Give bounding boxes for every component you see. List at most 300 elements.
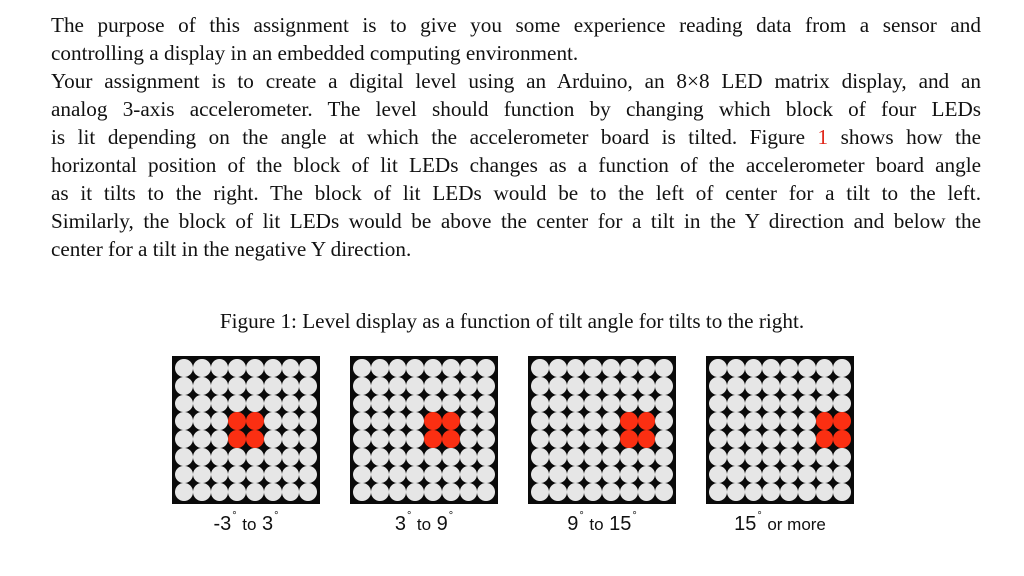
led-off [371, 359, 389, 377]
led-off [282, 483, 300, 501]
led-off [353, 377, 371, 395]
led-off [175, 448, 193, 466]
assignment-line-5: as it tilts to the right. The block of lit LEDs would be to the left of center for a tilt to the left. [51, 181, 981, 205]
led-off [371, 483, 389, 501]
led-off [816, 359, 834, 377]
led-off [460, 412, 478, 430]
led-off [246, 448, 264, 466]
led-off [460, 359, 478, 377]
led-off [389, 377, 407, 395]
led-lit [424, 412, 442, 430]
led-off [299, 377, 317, 395]
led-off [762, 466, 780, 484]
assignment-line-4: horizontal position of the block of lit LEDs changes as a function of the accelerometer board angle [51, 153, 981, 177]
led-off [745, 377, 763, 395]
led-off [477, 448, 495, 466]
led-off [638, 395, 656, 413]
led-off [745, 466, 763, 484]
range-joiner: to [242, 515, 257, 534]
led-off [727, 359, 745, 377]
led-off [727, 412, 745, 430]
led-off [602, 377, 620, 395]
led-off [371, 395, 389, 413]
led-off [531, 359, 549, 377]
intro-line-2: controlling a display in an embedded computing environment. [51, 41, 579, 65]
assignment-line-1: Your assignment is to create a digital level using an Arduino, an 8×8 LED matrix display, and an [51, 69, 981, 93]
range-from: 15 [734, 513, 757, 535]
led-off [264, 483, 282, 501]
led-off [833, 377, 851, 395]
led-off [175, 395, 193, 413]
led-off [709, 359, 727, 377]
led-off [406, 430, 424, 448]
led-off [477, 395, 495, 413]
led-off [175, 483, 193, 501]
led-off [620, 466, 638, 484]
led-off [798, 483, 816, 501]
led-off [602, 483, 620, 501]
led-off [584, 395, 602, 413]
led-off [638, 448, 656, 466]
led-off [833, 359, 851, 377]
led-off [531, 395, 549, 413]
led-off [228, 448, 246, 466]
led-off [353, 430, 371, 448]
led-off [655, 412, 673, 430]
led-off [762, 483, 780, 501]
led-off [584, 466, 602, 484]
led-off [175, 466, 193, 484]
led-off [567, 448, 585, 466]
led-off [460, 430, 478, 448]
led-off [264, 430, 282, 448]
led-off [193, 412, 211, 430]
led-off [389, 466, 407, 484]
led-off [816, 448, 834, 466]
led-off [762, 448, 780, 466]
led-off [780, 412, 798, 430]
led-off [228, 359, 246, 377]
led-off [282, 359, 300, 377]
range-from: -3 [213, 513, 232, 535]
led-lit [228, 412, 246, 430]
led-off [406, 448, 424, 466]
led-off [638, 359, 656, 377]
led-off [798, 448, 816, 466]
led-off [477, 377, 495, 395]
led-off [798, 412, 816, 430]
led-lit [442, 412, 460, 430]
range-joiner: or more [767, 515, 826, 534]
led-off [442, 466, 460, 484]
led-off [175, 430, 193, 448]
led-off [638, 483, 656, 501]
led-off [389, 412, 407, 430]
led-off [567, 430, 585, 448]
led-off [477, 430, 495, 448]
led-off [655, 483, 673, 501]
range-label-1 [166, 510, 326, 536]
led-off [584, 448, 602, 466]
led-off [264, 377, 282, 395]
led-off [620, 395, 638, 413]
led-off [211, 412, 229, 430]
range-joiner: to [416, 515, 432, 534]
led-off [584, 430, 602, 448]
led-off [780, 377, 798, 395]
led-off [655, 377, 673, 395]
led-off [833, 483, 851, 501]
led-off [406, 377, 424, 395]
led-off [228, 466, 246, 484]
led-off [389, 483, 407, 501]
led-lit [816, 412, 834, 430]
led-off [531, 483, 549, 501]
led-lit [816, 430, 834, 448]
led-off [780, 359, 798, 377]
led-matrix-panel-1 [172, 356, 320, 504]
led-off [389, 359, 407, 377]
range-to: 9 [436, 513, 448, 535]
led-off [780, 448, 798, 466]
led-off [211, 466, 229, 484]
led-off [371, 377, 389, 395]
led-off [282, 448, 300, 466]
assignment-paragraph [51, 67, 981, 263]
led-off [211, 483, 229, 501]
led-off [727, 377, 745, 395]
led-off [282, 466, 300, 484]
led-off [816, 466, 834, 484]
led-off [709, 466, 727, 484]
led-off [727, 395, 745, 413]
led-off [709, 412, 727, 430]
led-off [727, 466, 745, 484]
led-off [531, 412, 549, 430]
led-off [531, 430, 549, 448]
led-off [264, 466, 282, 484]
led-off [833, 395, 851, 413]
led-off [442, 359, 460, 377]
led-off [655, 466, 673, 484]
figure-reference-link[interactable]: 1 [817, 125, 829, 149]
led-off [727, 430, 745, 448]
led-grid [175, 359, 317, 501]
led-off [406, 466, 424, 484]
led-off [638, 377, 656, 395]
intro-paragraph [51, 11, 981, 67]
led-off [567, 359, 585, 377]
led-off [531, 448, 549, 466]
led-off [549, 395, 567, 413]
led-off [442, 483, 460, 501]
led-off [531, 466, 549, 484]
led-off [567, 395, 585, 413]
degree-symbol: ° [757, 510, 762, 522]
figure-caption: Figure 1: Level display as a function of tilt angle for tilts to the right. [219, 309, 805, 333]
degree-symbol: ° [232, 510, 237, 522]
led-off [299, 483, 317, 501]
range-to: 15 [609, 513, 632, 535]
led-off [193, 483, 211, 501]
led-off [762, 377, 780, 395]
led-off [762, 395, 780, 413]
led-off [549, 430, 567, 448]
led-off [193, 448, 211, 466]
led-off [727, 448, 745, 466]
led-off [584, 412, 602, 430]
led-grid [709, 359, 851, 501]
led-off [477, 483, 495, 501]
led-off [549, 359, 567, 377]
led-grid [531, 359, 673, 501]
led-lit [246, 430, 264, 448]
led-off [798, 430, 816, 448]
led-off [406, 359, 424, 377]
led-off [549, 377, 567, 395]
led-off [406, 412, 424, 430]
led-off [460, 448, 478, 466]
led-off [655, 430, 673, 448]
led-off [816, 377, 834, 395]
led-off [228, 395, 246, 413]
led-off [193, 466, 211, 484]
led-off [727, 483, 745, 501]
led-matrix-panel-2 [350, 356, 498, 504]
led-lit [424, 430, 442, 448]
led-off [264, 359, 282, 377]
led-off [709, 430, 727, 448]
led-off [246, 359, 264, 377]
led-off [246, 395, 264, 413]
led-off [798, 395, 816, 413]
led-off [477, 466, 495, 484]
led-off [567, 466, 585, 484]
led-off [460, 466, 478, 484]
led-off [389, 395, 407, 413]
led-off [299, 412, 317, 430]
led-lit [833, 430, 851, 448]
led-off [567, 412, 585, 430]
assignment-line-7: center for a tilt in the negative Y direction. [51, 237, 412, 261]
range-label-2 [344, 510, 504, 536]
led-off [709, 483, 727, 501]
led-off [567, 483, 585, 501]
led-off [282, 377, 300, 395]
led-lit [228, 430, 246, 448]
led-off [584, 359, 602, 377]
led-off [264, 412, 282, 430]
led-lit [833, 412, 851, 430]
led-off [762, 412, 780, 430]
led-off [602, 359, 620, 377]
led-off [299, 466, 317, 484]
led-off [424, 466, 442, 484]
led-off [228, 377, 246, 395]
led-off [816, 395, 834, 413]
led-off [655, 448, 673, 466]
led-off [299, 448, 317, 466]
led-off [175, 359, 193, 377]
led-off [477, 359, 495, 377]
led-off [353, 483, 371, 501]
led-off [353, 412, 371, 430]
led-off [211, 448, 229, 466]
led-off [246, 466, 264, 484]
led-off [193, 395, 211, 413]
led-off [638, 466, 656, 484]
led-off [549, 448, 567, 466]
led-off [780, 430, 798, 448]
led-off [745, 359, 763, 377]
led-off [567, 377, 585, 395]
range-from: 3 [394, 513, 406, 535]
led-off [620, 377, 638, 395]
led-off [762, 359, 780, 377]
led-lit [246, 412, 264, 430]
led-off [246, 377, 264, 395]
led-lit [620, 430, 638, 448]
led-off [264, 448, 282, 466]
led-matrix-panel-4 [706, 356, 854, 504]
led-off [424, 483, 442, 501]
led-off [353, 466, 371, 484]
led-off [780, 466, 798, 484]
led-off [299, 430, 317, 448]
led-off [780, 483, 798, 501]
led-off [655, 359, 673, 377]
led-off [780, 395, 798, 413]
led-off [816, 483, 834, 501]
led-off [602, 412, 620, 430]
led-off [833, 448, 851, 466]
led-off [460, 377, 478, 395]
led-off [353, 395, 371, 413]
led-off [798, 377, 816, 395]
led-off [442, 395, 460, 413]
led-off [228, 483, 246, 501]
led-off [193, 430, 211, 448]
range-label-4 [700, 510, 860, 536]
degree-symbol: ° [406, 510, 412, 522]
led-off [798, 466, 816, 484]
led-lit [442, 430, 460, 448]
led-off [175, 412, 193, 430]
led-off [549, 466, 567, 484]
led-off [211, 430, 229, 448]
led-off [709, 448, 727, 466]
led-off [620, 359, 638, 377]
led-off [709, 395, 727, 413]
led-off [549, 483, 567, 501]
led-off [264, 395, 282, 413]
led-off [584, 377, 602, 395]
led-off [371, 412, 389, 430]
degree-symbol: ° [448, 510, 454, 522]
degree-symbol: ° [579, 510, 584, 522]
led-off [282, 430, 300, 448]
led-off [620, 483, 638, 501]
led-off [282, 395, 300, 413]
led-off [531, 377, 549, 395]
led-off [602, 395, 620, 413]
led-off [406, 395, 424, 413]
led-off [175, 377, 193, 395]
led-off [389, 448, 407, 466]
led-off [353, 448, 371, 466]
led-off [602, 430, 620, 448]
range-from: 9 [567, 513, 579, 535]
led-off [424, 395, 442, 413]
led-off [620, 448, 638, 466]
led-off [424, 377, 442, 395]
led-matrix-panel-3 [528, 356, 676, 504]
led-off [745, 430, 763, 448]
led-off [745, 483, 763, 501]
led-off [389, 430, 407, 448]
led-off [424, 359, 442, 377]
assignment-line-3 [51, 123, 981, 151]
degree-symbol: ° [632, 510, 637, 522]
led-off [709, 377, 727, 395]
led-off [460, 395, 478, 413]
led-off [371, 448, 389, 466]
led-off [745, 448, 763, 466]
led-off [745, 412, 763, 430]
led-off [745, 395, 763, 413]
led-off [442, 448, 460, 466]
led-off [299, 359, 317, 377]
led-off [762, 430, 780, 448]
range-to: 3 [261, 513, 274, 535]
line-3-text: is lit depending on the angle at which the accelerometer board is tilted. Figure [51, 125, 805, 149]
degree-symbol: ° [274, 510, 279, 522]
led-off [371, 430, 389, 448]
range-label-3 [522, 510, 682, 536]
led-off [246, 483, 264, 501]
led-off [406, 483, 424, 501]
assignment-line-6: Similarly, the block of lit LEDs would be above the center for a tilt in the Y direction and below the [51, 209, 981, 233]
led-off [549, 412, 567, 430]
led-off [798, 359, 816, 377]
led-lit [638, 412, 656, 430]
led-off [193, 377, 211, 395]
led-off [299, 395, 317, 413]
led-off [424, 448, 442, 466]
led-off [477, 412, 495, 430]
led-off [211, 359, 229, 377]
led-off [211, 395, 229, 413]
assignment-line-2: analog 3-axis accelerometer. The level should function by changing which block of four LEDs [51, 97, 981, 121]
led-off [602, 448, 620, 466]
led-off [602, 466, 620, 484]
intro-line-1: The purpose of this assignment is to give you some experience reading data from a sensor and [51, 13, 981, 37]
led-off [353, 359, 371, 377]
led-off [442, 377, 460, 395]
led-off [460, 483, 478, 501]
led-off [655, 395, 673, 413]
led-off [193, 359, 211, 377]
line-3-tail: shows how the [840, 125, 981, 149]
led-off [282, 412, 300, 430]
led-off [584, 483, 602, 501]
led-off [833, 466, 851, 484]
led-grid [353, 359, 495, 501]
led-off [371, 466, 389, 484]
led-off [211, 377, 229, 395]
led-lit [638, 430, 656, 448]
range-joiner: to [589, 515, 604, 534]
